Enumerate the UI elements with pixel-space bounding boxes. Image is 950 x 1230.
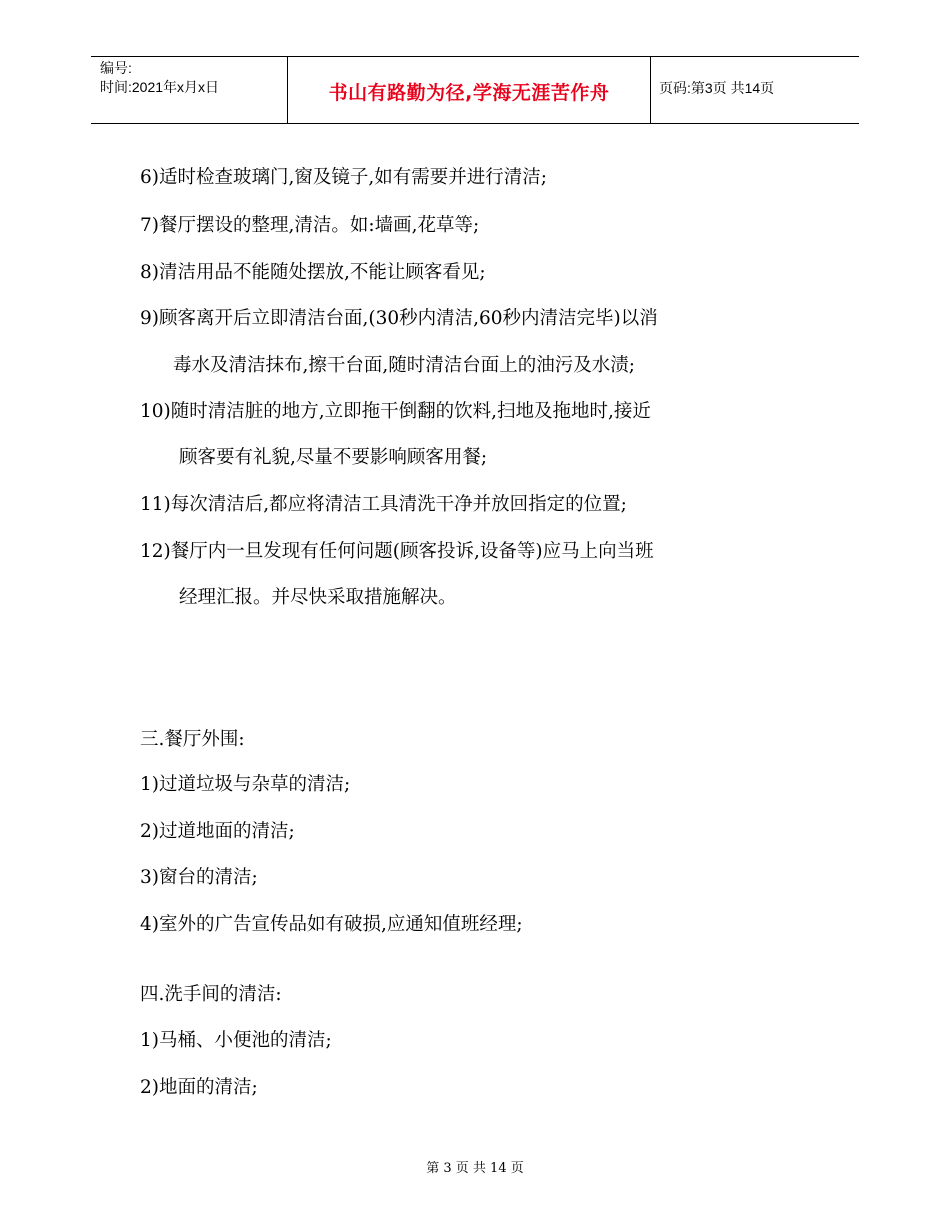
- list-item: 12)餐厅内一旦发现有任何问题(顾客投诉,设备等)应马上向当班: [140, 541, 654, 562]
- list-item: 1)马桶、小便池的清洁;: [140, 1030, 332, 1051]
- list-item: 6)适时检查玻璃门,窗及镜子,如有需要并进行清洁;: [140, 167, 547, 188]
- page-footer: 第 3 页 共 14 页: [426, 1161, 524, 1176]
- list-item: 10)随时清洁脏的地方,立即拖干倒翻的饮料,扫地及拖地时,接近: [140, 401, 651, 422]
- list-item-continuation: 经理汇报。并尽快采取措施解决。: [179, 587, 457, 608]
- list-item: 7)餐厅摆设的整理,清洁。如:墙画,花草等;: [140, 215, 480, 236]
- section-heading: 四.洗手间的清洁:: [140, 984, 282, 1005]
- list-item-continuation: 顾客要有礼貌,尽量不要影响顾客用餐;: [179, 447, 488, 468]
- page-header: [91, 56, 859, 124]
- section-heading: 三.餐厅外围:: [140, 729, 245, 750]
- header-page-cell: [651, 57, 859, 123]
- list-item: 4)室外的广告宣传品如有破损,应通知值班经理;: [140, 914, 523, 935]
- list-item-continuation: 毒水及清洁抹布,擦干台面,随时清洁台面上的油污及水渍;: [173, 355, 635, 376]
- header-page-info: 页码:第3页 共14页: [659, 80, 775, 96]
- list-item: 2)过道地面的清洁;: [140, 821, 295, 842]
- header-info-cell: [91, 57, 288, 123]
- list-item: 3)窗台的清洁;: [140, 867, 258, 888]
- list-item: 2)地面的清洁;: [140, 1077, 258, 1098]
- list-item: 1)过道垃圾与杂草的清洁;: [140, 774, 351, 795]
- list-item: 11)每次清洁后,都应将清洁工具清洗干净并放回指定的位置;: [140, 494, 627, 515]
- list-item: 9)顾客离开后立即清洁台面,(30秒内清洁,60秒内清洁完毕)以消: [140, 308, 658, 329]
- document-code-label: 编号:: [100, 60, 132, 76]
- list-item: 8)清洁用品不能随处摆放,不能让顾客看见;: [140, 262, 486, 283]
- header-motto-cell: [288, 57, 651, 123]
- document-time-label: 时间:2021年x月x日: [100, 79, 220, 95]
- header-motto: 书山有路勤为径,学海无涯苦作舟: [328, 82, 610, 104]
